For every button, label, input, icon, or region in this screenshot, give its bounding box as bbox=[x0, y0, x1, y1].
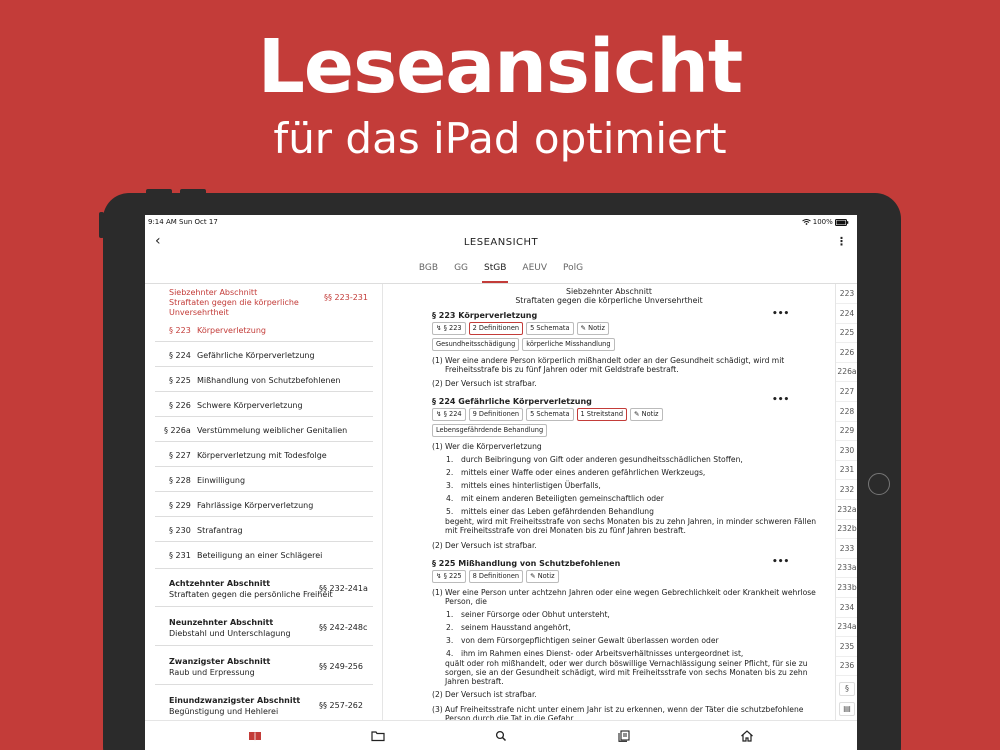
ipad-screen bbox=[145, 215, 857, 750]
more-horizontal-icon[interactable]: ••• bbox=[772, 309, 790, 319]
toc-item[interactable] bbox=[169, 376, 340, 385]
list-item bbox=[446, 636, 719, 645]
toc-item[interactable] bbox=[169, 501, 313, 510]
paragraph-chips bbox=[432, 570, 559, 583]
rail-item[interactable]: 232a bbox=[836, 500, 857, 520]
schemata-chip[interactable]: 5 Schemata bbox=[526, 322, 573, 335]
divider bbox=[155, 541, 373, 542]
toc-item-num: § 229 bbox=[169, 501, 191, 510]
toc-item[interactable] bbox=[169, 476, 245, 485]
toc-section[interactable] bbox=[169, 695, 369, 717]
list-num: 3. bbox=[446, 636, 454, 645]
battery-icon bbox=[835, 219, 849, 226]
link-chip[interactable]: ↯ § 224 bbox=[432, 408, 466, 421]
text-line: Der Versuch ist strafbar. bbox=[445, 690, 537, 699]
list-text: mittels einer Waffe oder eines anderen gefährlichen Werkzeugs, bbox=[461, 468, 706, 477]
nav-bar bbox=[145, 229, 857, 255]
toc-item[interactable] bbox=[169, 551, 322, 560]
chevron-left-icon[interactable]: ‹ bbox=[155, 233, 161, 249]
note-chip[interactable]: ✎ Notiz bbox=[526, 570, 558, 583]
toc-item[interactable] bbox=[169, 401, 303, 410]
book-icon[interactable] bbox=[248, 730, 262, 742]
divider bbox=[155, 341, 373, 342]
text-line: Wer die Körperverletzung bbox=[445, 442, 542, 451]
list-text: mittels einer das Leben gefährdenden Behandlung bbox=[461, 507, 654, 516]
toc-item-label: Einwilligung bbox=[197, 476, 246, 485]
paragraph-index-rail bbox=[835, 284, 857, 720]
text-line: quält oder roh mißhandelt, oder wer durch böswillige Vernachlässigung seiner Pflicht, für sie zu bbox=[445, 659, 808, 668]
section-range: §§ 249-256 bbox=[319, 662, 363, 671]
hero-subtitle: für das iPad optimiert bbox=[273, 114, 727, 163]
definitions-chip[interactable]: 2 Definitionen bbox=[469, 322, 523, 335]
definitions-chip[interactable]: 8 Definitionen bbox=[469, 570, 523, 583]
toc-item-label: Verstümmelung weiblicher Genitalien bbox=[197, 426, 348, 435]
section-title: Siebzehnter Abschnitt bbox=[169, 288, 258, 297]
section-subtitle: Straftaten gegen die körperliche Unversehrtheit bbox=[169, 298, 299, 317]
list-item bbox=[446, 649, 743, 658]
section-subtitle: Straftaten gegen die persönliche Freiheit bbox=[169, 590, 333, 599]
text-line: Wer eine andere Person körperlich mißhandelt oder an der Gesundheit schädigt, wird mit bbox=[445, 356, 785, 365]
text-line: Person durch die Tat in die Gefahr bbox=[445, 714, 574, 720]
wifi-icon bbox=[802, 219, 811, 225]
list-num: 3. bbox=[446, 481, 454, 490]
paragraph-text bbox=[432, 442, 792, 452]
tab-polg[interactable]: PolG bbox=[563, 263, 584, 273]
law-tabs bbox=[145, 257, 857, 283]
list-item bbox=[446, 481, 601, 490]
toc-item-label: Gefährliche Körperverletzung bbox=[197, 351, 315, 360]
section-title: Achtzehnter Abschnitt bbox=[169, 579, 271, 588]
paragraph-chips bbox=[432, 408, 663, 421]
ipad-home-button bbox=[868, 473, 890, 495]
section-range: §§ 257-262 bbox=[319, 701, 363, 710]
rail-item[interactable]: 235 bbox=[836, 637, 857, 657]
paragraph-tags bbox=[432, 338, 615, 351]
list-item bbox=[446, 507, 654, 516]
text-line: Auf Freiheitsstrafe nicht unter einem Jahr ist zu erkennen, wenn der Täter die schutzbefohlene bbox=[445, 705, 804, 714]
list-num: 1. bbox=[446, 610, 454, 619]
rail-item[interactable]: 233 bbox=[836, 539, 857, 559]
divider bbox=[155, 466, 373, 467]
document-icon[interactable]: ▤ bbox=[839, 702, 855, 716]
toc-item[interactable] bbox=[169, 326, 266, 335]
rail-item[interactable]: 234 bbox=[836, 598, 857, 618]
paragraph-title: § 223 Körperverletzung bbox=[432, 311, 538, 320]
rail-item[interactable]: 226 bbox=[836, 343, 857, 363]
toc-item-num: § 225 bbox=[169, 376, 191, 385]
link-chip[interactable]: ↯ § 223 bbox=[432, 322, 466, 335]
hero-title: Leseansicht bbox=[257, 24, 743, 110]
status-battery bbox=[802, 218, 849, 226]
section-title: Neunzehnter Abschnitt bbox=[169, 618, 274, 627]
divider bbox=[155, 516, 373, 517]
toc-item[interactable] bbox=[169, 451, 327, 460]
rail-item[interactable]: 233a bbox=[836, 558, 857, 578]
toc-item-label: Körperverletzung mit Todesfolge bbox=[197, 451, 327, 460]
text-line: begeht, wird mit Freiheitsstrafe von sechs Monaten bis zu zehn Jahren, in minder schweren Fällen bbox=[445, 517, 817, 526]
toc-item[interactable] bbox=[169, 526, 243, 535]
search-icon[interactable] bbox=[494, 730, 508, 742]
divider bbox=[155, 441, 373, 442]
bottom-tab-bar bbox=[145, 720, 857, 750]
section-range: §§ 242-248c bbox=[319, 623, 368, 632]
toc-item[interactable] bbox=[169, 351, 315, 360]
tag-chip[interactable]: Gesundheitsschädigung bbox=[432, 338, 519, 351]
list-text: mittels eines hinterlistigen Überfalls, bbox=[461, 481, 601, 490]
paragraph-chips bbox=[432, 322, 609, 335]
paragraph-tags bbox=[432, 424, 547, 437]
list-item bbox=[446, 623, 571, 632]
absatz-num: (2) bbox=[432, 690, 443, 699]
definitions-chip[interactable]: 9 Definitionen bbox=[469, 408, 523, 421]
toc-item-num: § 226a bbox=[164, 426, 191, 435]
section-subtitle: Diebstahl und Unterschlagung bbox=[169, 629, 291, 638]
rail-item[interactable]: 223 bbox=[836, 284, 857, 304]
paragraph-text bbox=[432, 379, 792, 389]
divider bbox=[155, 491, 373, 492]
absatz-num: (2) bbox=[432, 541, 443, 550]
toc-item-num: § 223 bbox=[169, 326, 191, 335]
rail-item[interactable]: 229 bbox=[836, 421, 857, 441]
list-item bbox=[446, 455, 743, 464]
toc-item-num: § 227 bbox=[169, 451, 191, 460]
list-text: von dem Fürsorgepflichtigen seiner Gewalt überlassen worden oder bbox=[461, 636, 719, 645]
section-range: §§ 232-241a bbox=[319, 584, 368, 593]
section-title: Zwanzigster Abschnitt bbox=[169, 657, 271, 666]
list-num: 4. bbox=[446, 649, 454, 658]
rail-item[interactable]: 226a bbox=[836, 362, 857, 382]
toc-item-label: Fahrlässige Körperverletzung bbox=[197, 501, 314, 510]
divider bbox=[155, 645, 373, 646]
rail-item[interactable]: 233b bbox=[836, 578, 857, 598]
toc-item-label: Mißhandlung von Schutzbefohlenen bbox=[197, 376, 341, 385]
divider bbox=[155, 416, 373, 417]
reader-section-title: Siebzehnter Abschnitt bbox=[566, 287, 652, 296]
toc-item-label: Strafantrag bbox=[197, 526, 243, 535]
paragraph-sign-button[interactable]: § bbox=[839, 682, 855, 696]
rail-item[interactable]: 230 bbox=[836, 441, 857, 461]
text-line: Jahren bestraft. bbox=[445, 677, 504, 686]
more-horizontal-icon[interactable]: ••• bbox=[772, 395, 790, 405]
paragraph-text bbox=[432, 541, 792, 551]
list-num: 4. bbox=[446, 494, 454, 503]
text-line: Der Versuch ist strafbar. bbox=[445, 379, 537, 388]
reader-section-subtitle: Straftaten gegen die körperliche Unversehrtheit bbox=[515, 296, 703, 305]
folder-icon[interactable] bbox=[371, 730, 385, 742]
rail-item[interactable]: 232b bbox=[836, 519, 857, 539]
absatz-num: (1) bbox=[432, 442, 443, 451]
schemata-chip[interactable]: 5 Schemata bbox=[526, 408, 573, 421]
toc-item[interactable] bbox=[164, 426, 347, 435]
paragraph-title: § 225 Mißhandlung von Schutzbefohlenen bbox=[432, 559, 621, 568]
paragraph-title: § 224 Gefährliche Körperverletzung bbox=[432, 397, 592, 406]
rail-item[interactable]: 232 bbox=[836, 480, 857, 500]
toc-item-num: § 226 bbox=[169, 401, 191, 410]
list-text: seiner Fürsorge oder Obhut untersteht, bbox=[461, 610, 610, 619]
rail-item[interactable]: 236 bbox=[836, 656, 857, 676]
paragraph-text bbox=[432, 690, 792, 700]
toc-item-label: Körperverletzung bbox=[197, 326, 266, 335]
section-title: Einundzwanzigster Abschnitt bbox=[169, 696, 301, 705]
more-vertical-icon[interactable]: ⋮ bbox=[836, 235, 847, 248]
toc-section[interactable] bbox=[169, 578, 369, 600]
reader-content bbox=[384, 284, 834, 720]
text-line: mit Freiheitsstrafe von drei Monaten bis zu fünf Jahren bestraft. bbox=[445, 526, 686, 535]
divider bbox=[155, 568, 373, 569]
toc-section[interactable] bbox=[169, 656, 369, 678]
toc-section[interactable] bbox=[169, 617, 369, 639]
more-horizontal-icon[interactable]: ••• bbox=[772, 557, 790, 567]
text-line: Wer eine Person unter achtzehn Jahren oder eine wegen Gebrechlichkeit oder Krankheit wehrlose bbox=[445, 588, 816, 597]
tag-chip[interactable]: Lebensgefährdende Behandlung bbox=[432, 424, 547, 437]
tag-chip[interactable]: körperliche Misshandlung bbox=[522, 338, 614, 351]
nav-title: LESEANSICHT bbox=[463, 237, 539, 248]
toc-item-num: § 231 bbox=[169, 551, 191, 560]
section-range: §§ 223-231 bbox=[324, 293, 368, 302]
section-subtitle: Raub und Erpressung bbox=[169, 668, 255, 677]
tab-gg[interactable]: GG bbox=[454, 263, 469, 273]
toc-item-num: § 228 bbox=[169, 476, 191, 485]
toc-item-num: § 224 bbox=[169, 351, 191, 360]
toc-item-num: § 230 bbox=[169, 526, 191, 535]
copy-icon[interactable] bbox=[617, 730, 631, 742]
list-text: seinem Hausstand angehört, bbox=[461, 623, 571, 632]
toc-item-label: Schwere Körperverletzung bbox=[197, 401, 303, 410]
divider bbox=[155, 606, 373, 607]
list-text: mit einem anderen Beteiligten gemeinschaftlich oder bbox=[461, 494, 664, 503]
status-bar bbox=[145, 215, 857, 229]
list-item bbox=[446, 494, 664, 503]
rail-item[interactable]: 228 bbox=[836, 402, 857, 422]
rail-item[interactable]: 224 bbox=[836, 304, 857, 324]
note-chip[interactable]: ✎ Notiz bbox=[630, 408, 662, 421]
list-num: 2. bbox=[446, 623, 454, 632]
text-line: Person, die bbox=[445, 597, 487, 606]
list-num: 1. bbox=[446, 455, 454, 464]
text-line: sorgen, sie an der Gesundheit schädigt, wird mit Freiheitsstrafe von sechs Monaten bis zu zehn bbox=[445, 668, 808, 677]
list-text: durch Beibringung von Gift oder anderen gesundheitsschädlichen Stoffen, bbox=[461, 455, 743, 464]
absatz-num: (2) bbox=[432, 379, 443, 388]
rail-item[interactable]: 227 bbox=[836, 382, 857, 402]
divider bbox=[155, 391, 373, 392]
tab-stgb[interactable]: StGB bbox=[476, 257, 514, 283]
section-subtitle: Begünstigung und Hehlerei bbox=[169, 707, 279, 716]
battery-percentage: 100% bbox=[812, 218, 833, 226]
link-chip[interactable]: ↯ § 225 bbox=[432, 570, 466, 583]
divider bbox=[155, 684, 373, 685]
list-item bbox=[446, 468, 705, 477]
streitstand-chip[interactable]: 1 Streitstand bbox=[577, 408, 628, 421]
tab-aeuv[interactable]: AEUV bbox=[522, 263, 547, 273]
rail-item[interactable]: 225 bbox=[836, 323, 857, 343]
rail-item[interactable]: 234a bbox=[836, 617, 857, 637]
divider bbox=[155, 366, 373, 367]
toc-panel bbox=[145, 284, 383, 720]
toc-current-section[interactable] bbox=[169, 288, 379, 318]
absatz-num: (3) bbox=[432, 705, 443, 714]
home-icon[interactable] bbox=[740, 730, 754, 742]
rail-item[interactable]: 231 bbox=[836, 460, 857, 480]
list-num: 5. bbox=[446, 507, 454, 516]
list-text: ihm im Rahmen eines Dienst- oder Arbeitsverhältnisses untergeordnet ist, bbox=[461, 649, 744, 658]
list-num: 2. bbox=[446, 468, 454, 477]
text-line: Freiheitsstrafe bis zu fünf Jahren oder mit Geldstrafe bestraft. bbox=[445, 365, 679, 374]
status-time: 9:14 AM Sun Oct 17 bbox=[148, 218, 218, 226]
list-item bbox=[446, 610, 610, 619]
text-line: Der Versuch ist strafbar. bbox=[445, 541, 537, 550]
note-chip[interactable]: ✎ Notiz bbox=[577, 322, 609, 335]
toc-item-label: Beteiligung an einer Schlägerei bbox=[197, 551, 323, 560]
absatz-num: (1) bbox=[432, 356, 443, 365]
tab-bgb[interactable]: BGB bbox=[418, 263, 439, 273]
absatz-num: (1) bbox=[432, 588, 443, 597]
